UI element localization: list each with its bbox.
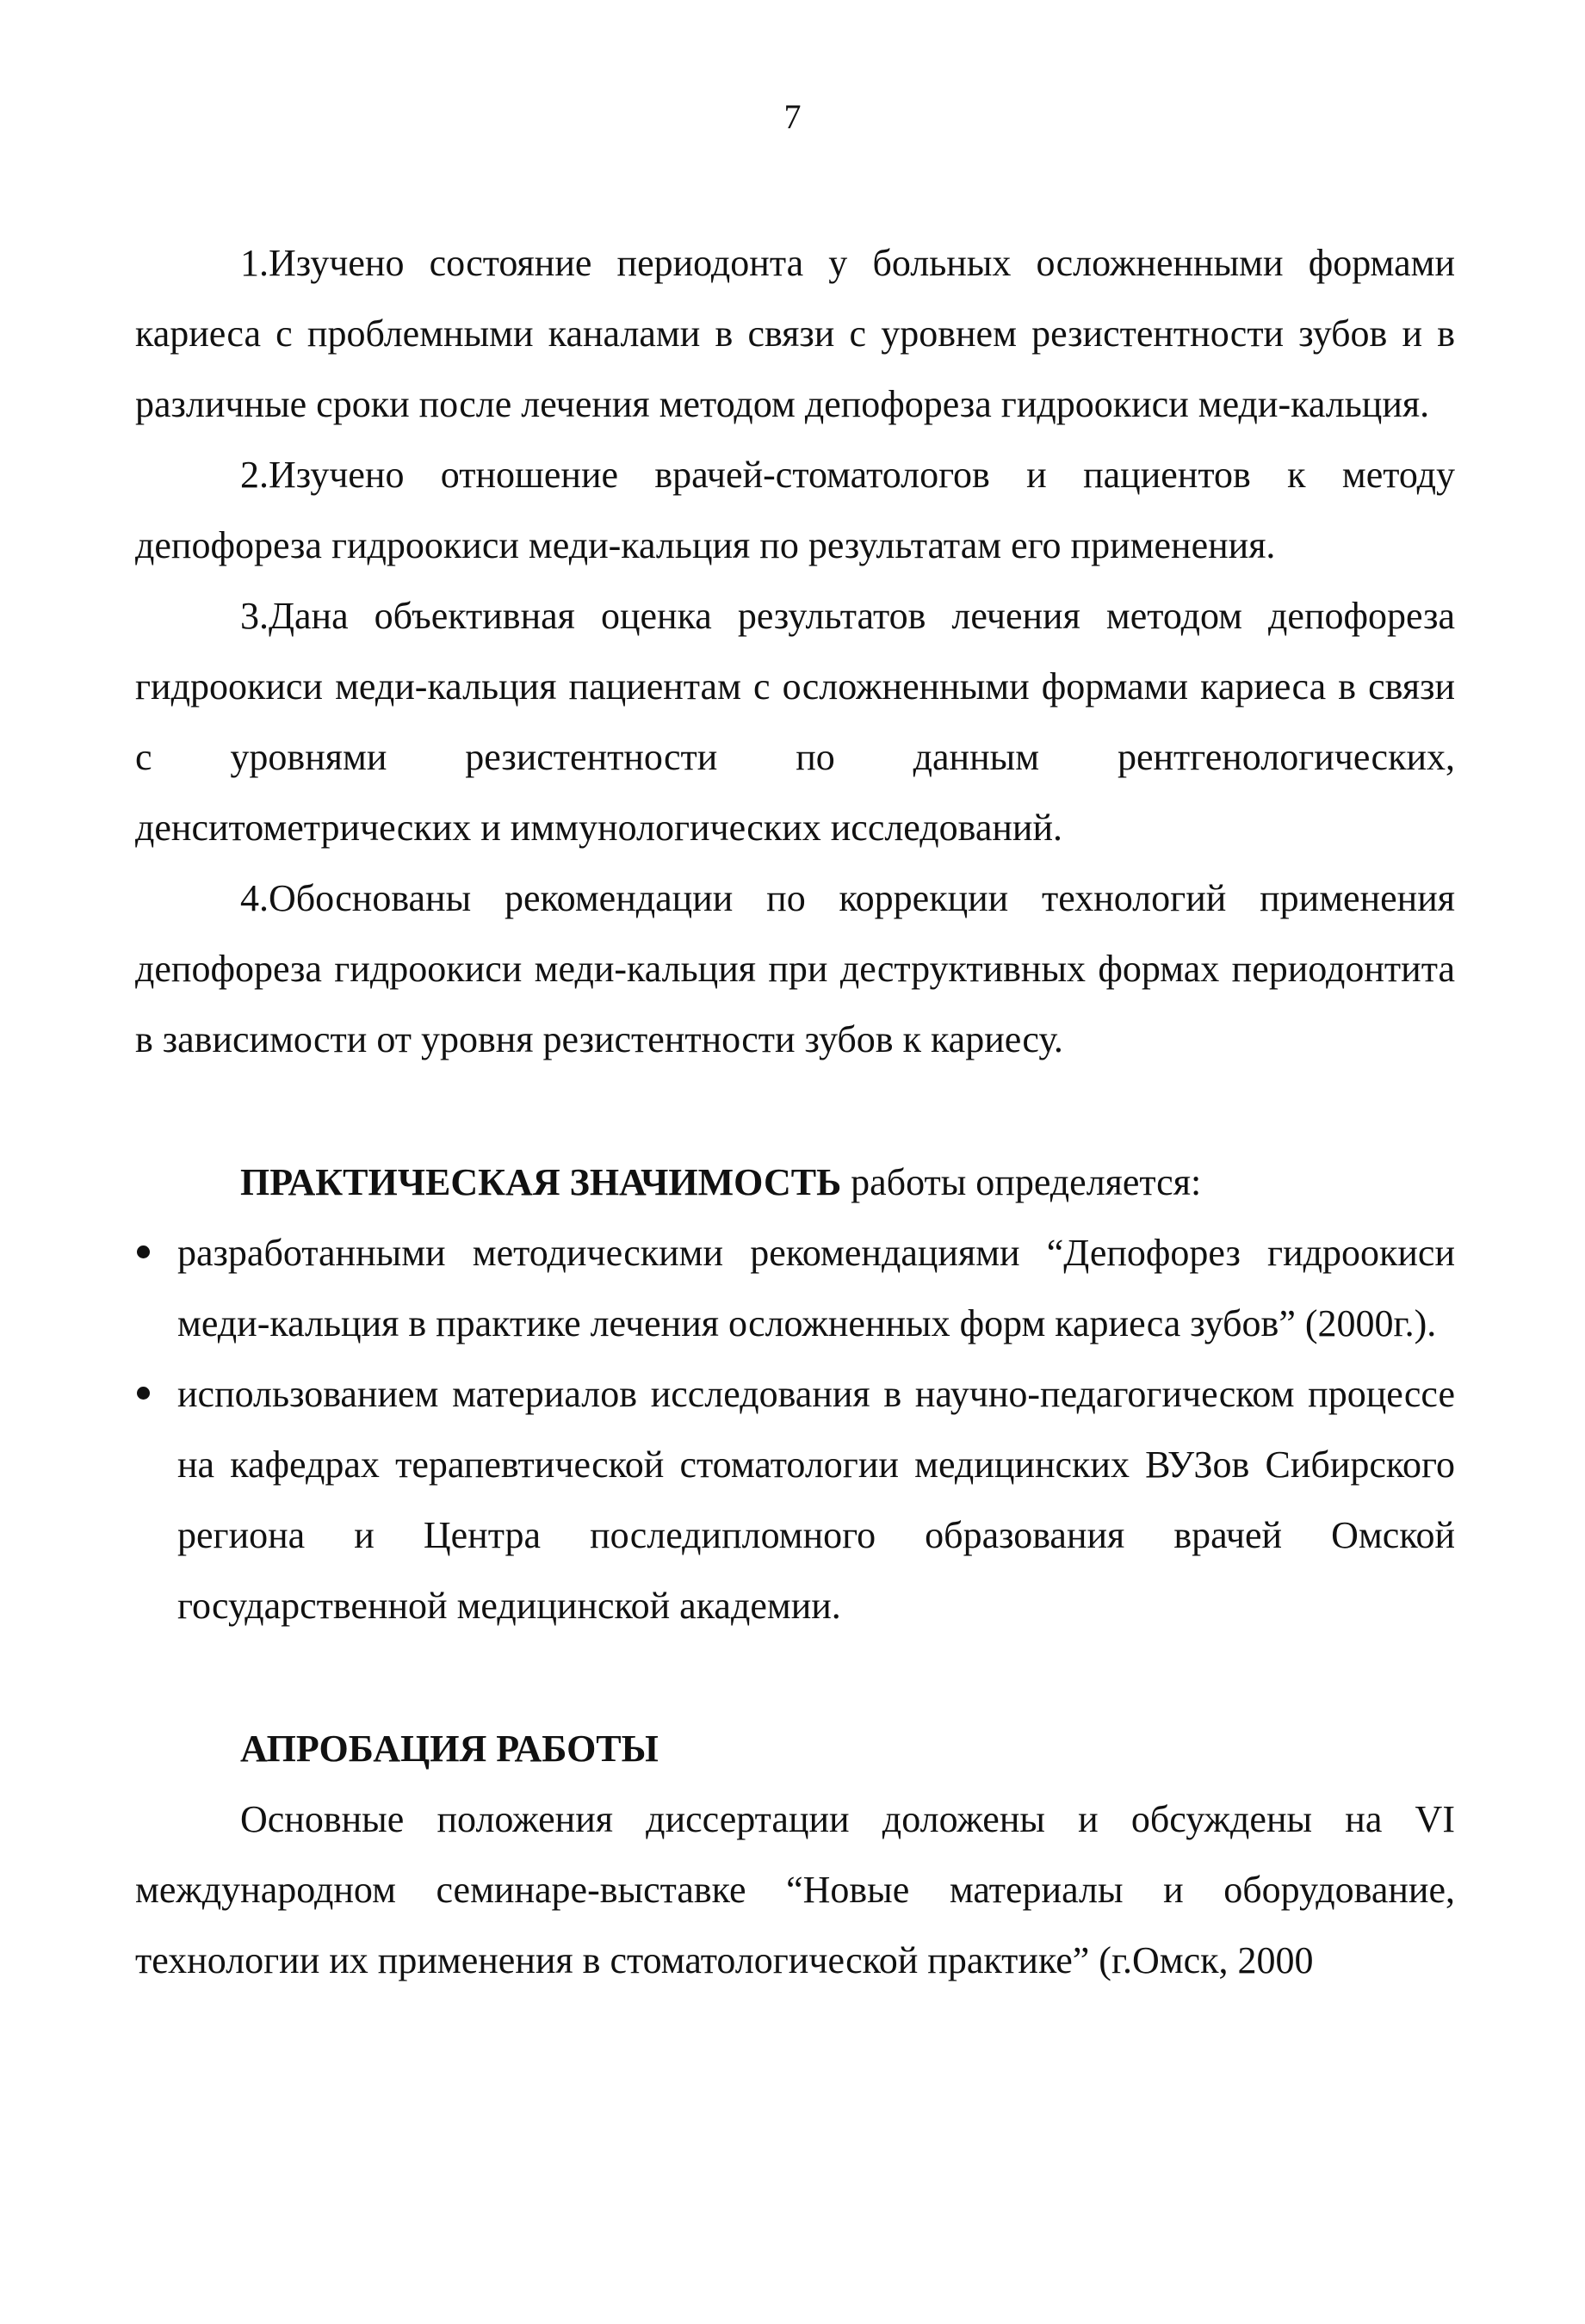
list-item <box>135 1218 1455 1359</box>
body-text <box>135 228 1455 1996</box>
section-spacer <box>135 1641 1455 1714</box>
numbered-item-2: 2.Изучено отношение врачей-стоматологов и пациентов к методу депофореза гидроокиси меди-кальция по результатам его применения. <box>135 454 1455 566</box>
numbered-item-3: 3.Дана объективная оценка результатов лечения методом депофореза гидроокиси меди-кальция пациентам с осложненными формами кариеса в связи с уровнями резистентности по данным рентгенологических, денситометрических и иммунологических исследований. <box>135 595 1455 849</box>
practical-significance-lead: работы определяется: <box>841 1161 1202 1203</box>
approbation-text: Основные положения диссертации доложены и обсуждены на VI международном семинаре-выставке “Новые материалы и оборудование, технологии их применения в стоматологической практике” (г.Омск, 2000 <box>135 1798 1455 1981</box>
practical-significance-list <box>135 1218 1455 1641</box>
numbered-item-4: 4.Обоснованы рекомендации по коррекции технологий применения депофореза гидроокиси меди-кальция при деструктивных формах периодонтита в зависимости от уровня резистентности зубов к кариесу. <box>135 877 1455 1060</box>
section-spacer <box>135 1075 1455 1147</box>
numbered-item-1: 1.Изучено состояние периодонта у больных осложненными формами кариеса с проблемными каналами в связи с уровнем резистентности зубов и в различные сроки после лечения методом депофореза гидроокиси меди-кальция. <box>135 242 1455 425</box>
page-number: 7 <box>783 97 802 136</box>
practical-significance-heading <box>135 1147 1455 1218</box>
practical-significance-title: ПРАКТИЧЕСКАЯ ЗНАЧИМОСТЬ <box>240 1161 842 1203</box>
list-item-text: использованием материалов исследования в научно-педагогическом процессе на кафедрах терапевтической стоматологии медицинских ВУЗов Сибирского региона и Центра последипломного образования врачей Омской государственной медицинской академии. <box>177 1373 1455 1627</box>
approbation-heading: АПРОБАЦИЯ РАБОТЫ <box>240 1728 659 1770</box>
list-item-text: разработанными методическими рекомендациями “Депофорез гидроокиси меди-кальция в практике лечения осложненных форм кариеса зубов” (2000г.). <box>177 1232 1455 1344</box>
bullet-icon <box>137 1387 150 1400</box>
list-item <box>135 1359 1455 1641</box>
bullet-icon <box>137 1245 150 1258</box>
